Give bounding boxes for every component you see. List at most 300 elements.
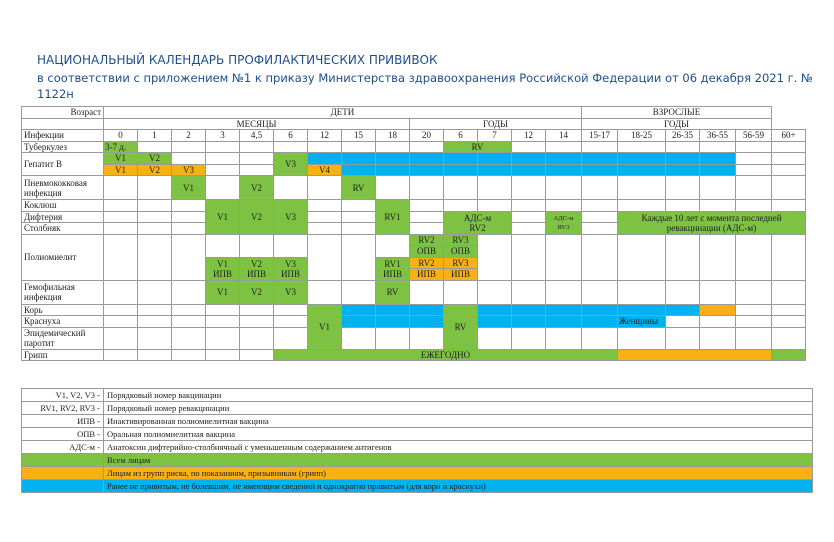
row-diphtheria — [22, 211, 806, 223]
legend-abbr-row — [22, 428, 813, 441]
cell-empty — [582, 280, 618, 304]
cell-empty — [546, 200, 582, 212]
cell-empty — [342, 141, 376, 153]
cell-empty — [512, 141, 546, 153]
cell-empty — [274, 304, 308, 316]
cell-hepb-blue — [342, 153, 376, 165]
cell-empty — [772, 327, 806, 349]
cell-empty — [104, 234, 138, 280]
row-label: Корь — [22, 304, 104, 316]
cell-hepb-blue — [700, 164, 736, 176]
cell-empty — [736, 164, 772, 176]
cell-empty — [666, 327, 700, 349]
cell-empty — [582, 327, 618, 349]
cell-empty — [736, 316, 772, 328]
cell-empty — [138, 349, 172, 361]
cell-empty — [700, 200, 736, 212]
cell-empty — [240, 234, 274, 257]
cell-empty — [138, 316, 172, 328]
cell-hepb-blue — [618, 153, 666, 165]
cell-measles-blue — [342, 304, 376, 316]
age-header-cell: 6 — [274, 130, 308, 142]
cell-hepb-blue — [666, 153, 700, 165]
legend-abbr-row — [22, 441, 813, 454]
row-label: Краснуха — [22, 316, 104, 328]
age-header-cell: 36-55 — [700, 130, 736, 142]
cell-empty — [618, 280, 666, 304]
cell-empty — [172, 223, 206, 235]
age-header-cell: 14 — [546, 130, 582, 142]
cell-measles-blue — [666, 304, 700, 316]
row-measles — [22, 304, 806, 316]
cell-empty — [308, 280, 342, 304]
row-mumps — [22, 327, 806, 349]
cell-empty — [444, 200, 478, 212]
ipv-label: ИПВ — [280, 268, 300, 279]
cell-empty — [138, 223, 172, 235]
cell-empty — [512, 280, 546, 304]
age-header-cell: 18-25 — [618, 130, 666, 142]
age-header-cell: 7 — [478, 130, 512, 142]
cell-measles-blue — [546, 304, 582, 316]
corner-empty — [22, 118, 104, 130]
cell-empty — [104, 327, 138, 349]
cell-rubella-blue — [582, 316, 618, 328]
cell-empty — [206, 153, 240, 165]
legend-color-swatch — [22, 454, 104, 467]
row-pertussis — [22, 200, 806, 212]
age-header-cell: 2 — [172, 130, 206, 142]
cell-empty — [546, 141, 582, 153]
cell-polio-rv3-opv: RV3 — [444, 234, 478, 246]
legend-abbr-text: Порядковый номер вакцинации — [104, 389, 813, 402]
cell-empty — [582, 211, 618, 223]
header-row-groups — [22, 107, 806, 119]
cell-empty — [546, 327, 582, 349]
legend-color-text: Ранее не привитым, не болевшим, не имеющим сведений и однократно привитым (для кори и краснухи) — [104, 480, 813, 493]
cell-empty — [582, 223, 618, 235]
cell-empty — [240, 153, 274, 165]
cell-hepb-blue — [376, 153, 410, 165]
cell-polio-opv: ОПВ — [410, 246, 444, 258]
cell-empty — [772, 176, 806, 200]
legend-color-row — [22, 467, 813, 480]
row-label: Эпидемический паротит — [22, 327, 104, 349]
cell-empty — [342, 280, 376, 304]
cell-polio-v2-ipv — [240, 257, 274, 280]
age-header-cell: 18 — [376, 130, 410, 142]
legend-abbr-text: Порядковый номер ревакцинации — [104, 402, 813, 415]
cell-hepb-blue — [512, 153, 546, 165]
cell-mmr-v1: V1 — [308, 304, 342, 349]
cell-empty — [700, 141, 736, 153]
cell-hepb-risk-v3: V3 — [172, 164, 206, 176]
cell-empty — [138, 234, 172, 280]
cell-empty — [582, 141, 618, 153]
cell-hepb-v1: V1 — [104, 153, 138, 165]
age-header-cell: 15 — [342, 130, 376, 142]
cell-empty — [546, 176, 582, 200]
cell-empty — [772, 200, 806, 212]
cell-empty — [172, 349, 206, 361]
cell-hepb-blue — [546, 153, 582, 165]
cell-empty — [410, 280, 444, 304]
age-header-cell: 0 — [104, 130, 138, 142]
cell-empty — [666, 176, 700, 200]
cell-empty — [666, 234, 700, 280]
cell-hepb-blue — [478, 153, 512, 165]
cell-measles-blue — [410, 304, 444, 316]
cell-empty — [308, 200, 342, 212]
cell-hepb-blue — [618, 164, 666, 176]
cell-flu-risk — [618, 349, 772, 361]
cell-empty — [736, 141, 772, 153]
cell-empty — [342, 200, 376, 212]
cell-polio-rv1-ipv — [376, 257, 410, 280]
cell-mmr-rv: RV — [444, 304, 478, 349]
cell-hepb-blue — [376, 164, 410, 176]
rv1-label: RV1 — [384, 258, 401, 269]
cell-empty — [240, 349, 274, 361]
cell-empty — [772, 164, 806, 176]
cell-empty — [104, 349, 138, 361]
cell-empty — [274, 141, 308, 153]
cell-empty — [206, 304, 240, 316]
cell-hepb-blue — [478, 164, 512, 176]
cell-dtp-adults — [618, 211, 806, 234]
age-header-cell: 20 — [410, 130, 444, 142]
legend-abbr-row — [22, 389, 813, 402]
cell-flu-yearly: ЕЖЕГОДНО — [274, 349, 618, 361]
v1-label: V1 — [217, 258, 228, 269]
header-row-units — [22, 118, 806, 130]
cell-empty — [206, 176, 240, 200]
cell-hepb-blue — [582, 164, 618, 176]
legend-abbr-code: ОПВ - — [22, 428, 104, 441]
cell-empty — [512, 200, 546, 212]
cell-hib-v2: V2 — [240, 280, 274, 304]
cell-empty — [512, 234, 546, 280]
legend-abbr-code: V1, V2, V3 - — [22, 389, 104, 402]
cell-empty — [582, 234, 618, 280]
cell-empty — [104, 304, 138, 316]
cell-rubella-blue — [478, 316, 512, 328]
cell-empty — [274, 176, 308, 200]
cell-empty — [546, 234, 582, 280]
ipv-label: ИПВ — [246, 268, 266, 279]
row-label: Дифтерия — [22, 211, 104, 223]
cell-empty — [138, 200, 172, 212]
row-label: Коклюш — [22, 200, 104, 212]
cell-empty — [308, 223, 342, 235]
cell-polio-v1-ipv — [206, 257, 240, 280]
legend-abbr-code: ИПВ - — [22, 415, 104, 428]
cell-pneumo-rv: RV — [342, 176, 376, 200]
cell-empty — [772, 316, 806, 328]
cell-empty — [736, 200, 772, 212]
cell-hepb-blue — [546, 164, 582, 176]
cell-empty — [478, 234, 512, 280]
row-label: Пневмококковая инфекция — [22, 176, 104, 200]
cell-hib-v3: V3 — [274, 280, 308, 304]
cell-empty — [444, 280, 478, 304]
cell-empty — [172, 327, 206, 349]
row-hepatitis-b-risk — [22, 164, 806, 176]
legend-abbr-code: RV1, RV2, RV3 - — [22, 402, 104, 415]
cell-hib-v1: V1 — [206, 280, 240, 304]
cell-hepb-v3: V3 — [274, 153, 308, 176]
cell-empty — [342, 234, 376, 280]
cell-dtp-ads-rv3 — [546, 211, 582, 234]
cell-hepb-blue — [410, 153, 444, 165]
cell-empty — [772, 153, 806, 165]
cell-empty — [546, 280, 582, 304]
cell-empty — [206, 316, 240, 328]
cell-hepb-blue — [512, 164, 546, 176]
rv3-label: RV3 — [557, 223, 570, 231]
cell-dtp-v1: V1 — [206, 200, 240, 235]
row-label: Гемофильная инфекция — [22, 280, 104, 304]
legend-color-row — [22, 454, 813, 467]
cell-hib-rv: RV — [376, 280, 410, 304]
cell-hepb-blue — [308, 153, 342, 165]
cell-empty — [772, 234, 806, 280]
cell-empty — [206, 234, 240, 257]
cell-empty — [342, 327, 376, 349]
cell-empty — [512, 211, 546, 223]
cell-empty — [736, 327, 772, 349]
cell-empty — [308, 211, 342, 223]
cell-empty — [736, 234, 772, 280]
row-label: Полиомиелит — [22, 234, 104, 280]
legend-color-text: Всем лицам — [104, 454, 813, 467]
cell-polio-rv3-ipv-risk: RV3 — [444, 257, 478, 269]
age-header-cell: 12 — [308, 130, 342, 142]
row-hepatitis-b — [22, 153, 806, 165]
cell-empty — [172, 211, 206, 223]
cell-empty — [172, 304, 206, 316]
cell-empty — [736, 176, 772, 200]
cell-empty — [342, 211, 376, 223]
cell-empty — [410, 327, 444, 349]
cell-empty — [666, 141, 700, 153]
ads-m-label: АДС-м — [463, 212, 492, 223]
cell-hepb-v2: V2 — [138, 153, 172, 165]
v3-label: V3 — [285, 258, 296, 269]
cell-empty — [206, 349, 240, 361]
cell-empty — [618, 176, 666, 200]
cell-rubella-blue — [546, 316, 582, 328]
legend-color-swatch — [22, 480, 104, 493]
cell-empty — [736, 304, 772, 316]
cell-rubella-blue — [512, 316, 546, 328]
cell-empty — [618, 327, 666, 349]
legend-table — [21, 388, 813, 493]
row-haemophilus — [22, 280, 806, 304]
cell-empty — [376, 141, 410, 153]
cell-rubella-blue — [410, 316, 444, 328]
age-header-cell: 1 — [138, 130, 172, 142]
legend-abbr-row — [22, 415, 813, 428]
cell-empty — [582, 200, 618, 212]
cell-empty — [666, 280, 700, 304]
cell-empty — [376, 176, 410, 200]
cell-empty — [172, 200, 206, 212]
cell-empty — [512, 176, 546, 200]
unit-years-adults: ГОДЫ — [582, 118, 772, 130]
cell-empty — [172, 234, 206, 280]
age-header-cell: 60+ — [772, 130, 806, 142]
cell-empty — [104, 176, 138, 200]
cell-dtp-v2: V2 — [240, 200, 274, 235]
cell-empty — [666, 316, 700, 328]
cell-empty — [478, 327, 512, 349]
legend-abbr-text: Инактивированная полиомиелитная вакцина — [104, 415, 813, 428]
age-header-cell: 26-35 — [666, 130, 700, 142]
cell-empty — [274, 316, 308, 328]
cell-tb-rv: RV — [444, 141, 512, 153]
adults-revacc: ревакцинации (АДС-м) — [666, 222, 757, 233]
cell-hepb-blue — [410, 164, 444, 176]
cell-empty — [342, 223, 376, 235]
cell-empty — [308, 176, 342, 200]
cell-empty — [206, 164, 240, 176]
cell-dtp-ads-rv2 — [444, 211, 512, 234]
cell-empty — [206, 141, 240, 153]
cell-empty — [512, 327, 546, 349]
age-header-cell: 15-17 — [582, 130, 618, 142]
legend-color-swatch — [22, 467, 104, 480]
cell-empty — [512, 223, 546, 235]
cell-empty — [410, 211, 444, 223]
row-pneumococcal — [22, 176, 806, 200]
ads-m-label: АДС-м — [553, 214, 574, 222]
cell-measles-blue — [512, 304, 546, 316]
cell-flu-60plus — [772, 349, 806, 361]
cell-empty — [772, 280, 806, 304]
cell-tb-0: 3-7 д. — [104, 141, 138, 153]
cell-empty — [172, 280, 206, 304]
cell-empty — [138, 141, 172, 153]
vaccination-schedule-table — [21, 106, 806, 361]
cell-empty — [138, 280, 172, 304]
cell-empty — [138, 211, 172, 223]
page-subtitle: в соответствии с приложением №1 к приказу Министерства здравоохранения Российской Федерации от 06 декабря 2021 г. № — [37, 71, 813, 85]
cell-empty — [172, 316, 206, 328]
cell-empty — [274, 327, 308, 349]
cell-empty — [410, 223, 444, 235]
cell-empty — [618, 200, 666, 212]
page-subtitle-continued: 1122н — [37, 87, 74, 101]
cell-measles-risk — [700, 304, 736, 316]
cell-empty — [772, 304, 806, 316]
cell-polio-opv: ОПВ — [444, 246, 478, 258]
cell-rubella-women: Женщины — [618, 316, 666, 328]
cell-hepb-blue — [582, 153, 618, 165]
cell-empty — [410, 141, 444, 153]
cell-empty — [700, 176, 736, 200]
cell-empty — [308, 141, 342, 153]
cell-empty — [172, 153, 206, 165]
cell-empty — [104, 223, 138, 235]
cell-dtp-v3: V3 — [274, 200, 308, 235]
cell-polio-ipv-risk: ИПВ — [444, 269, 478, 281]
cell-empty — [410, 176, 444, 200]
cell-empty — [772, 141, 806, 153]
row-label: Столбняк — [22, 223, 104, 235]
cell-empty — [104, 280, 138, 304]
row-rubella — [22, 316, 806, 328]
header-row-ages — [22, 130, 806, 142]
cell-empty — [582, 176, 618, 200]
adults-every10: Каждые 10 лет с момента последней — [641, 212, 782, 223]
cell-measles-blue — [582, 304, 618, 316]
row-label: Туберкулез — [22, 141, 104, 153]
age-header-cell: 56-59 — [736, 130, 772, 142]
cell-measles-blue — [376, 304, 410, 316]
cell-empty — [444, 176, 478, 200]
cell-hepb-blue — [666, 164, 700, 176]
cell-hepb-risk-v4: V4 — [308, 164, 342, 176]
cell-empty — [172, 141, 206, 153]
cell-polio-v3-ipv — [274, 257, 308, 280]
cell-empty — [478, 200, 512, 212]
cell-empty — [104, 316, 138, 328]
cell-empty — [736, 153, 772, 165]
cell-empty — [308, 234, 342, 280]
cell-empty — [240, 327, 274, 349]
cell-hepb-blue — [444, 164, 478, 176]
cell-empty — [618, 141, 666, 153]
cell-hepb-blue — [444, 153, 478, 165]
cell-empty — [736, 280, 772, 304]
cell-rubella-blue — [342, 316, 376, 328]
cell-empty — [104, 200, 138, 212]
legend-color-row — [22, 480, 813, 493]
legend-abbr-text: Оральная полиомиелитная вакцина — [104, 428, 813, 441]
cell-empty — [700, 234, 736, 280]
ipv-label: ИПВ — [382, 268, 402, 279]
cell-empty — [700, 327, 736, 349]
cell-polio-ipv-risk: ИПВ — [410, 269, 444, 281]
legend-color-text: Лицам из групп риска, по показаниям, призывникам (грипп) — [104, 467, 813, 480]
age-header-cell: 3 — [206, 130, 240, 142]
cell-empty — [138, 176, 172, 200]
row-label: Гепатит В — [22, 153, 104, 176]
age-header-cell: 6 — [444, 130, 478, 142]
page-title: НАЦИОНАЛЬНЫЙ КАЛЕНДАРЬ ПРОФИЛАКТИЧЕСКИХ ПРИВИВОК — [37, 53, 438, 67]
cell-empty — [240, 164, 274, 176]
unit-years: ГОДЫ — [410, 118, 582, 130]
cell-empty — [240, 141, 274, 153]
group-adults: ВЗРОСЛЫЕ — [582, 107, 772, 119]
legend-abbr-text: Анатоксин дифтерийно-столбнячный с уменьшенным содержанием антигенов — [104, 441, 813, 454]
cell-empty — [478, 176, 512, 200]
cell-measles-blue — [478, 304, 512, 316]
corner-age-label: Возраст — [22, 107, 104, 119]
cell-empty — [138, 327, 172, 349]
cell-empty — [700, 316, 736, 328]
row-tuberculosis — [22, 141, 806, 153]
group-children: ДЕТИ — [104, 107, 582, 119]
cell-empty — [274, 234, 308, 257]
cell-dtp-rv1: RV1 — [376, 200, 410, 235]
cell-empty — [206, 327, 240, 349]
rv2-label: RV2 — [469, 222, 486, 233]
legend-abbr-code: АДС-м - — [22, 441, 104, 454]
cell-empty — [410, 200, 444, 212]
cell-rubella-blue — [376, 316, 410, 328]
